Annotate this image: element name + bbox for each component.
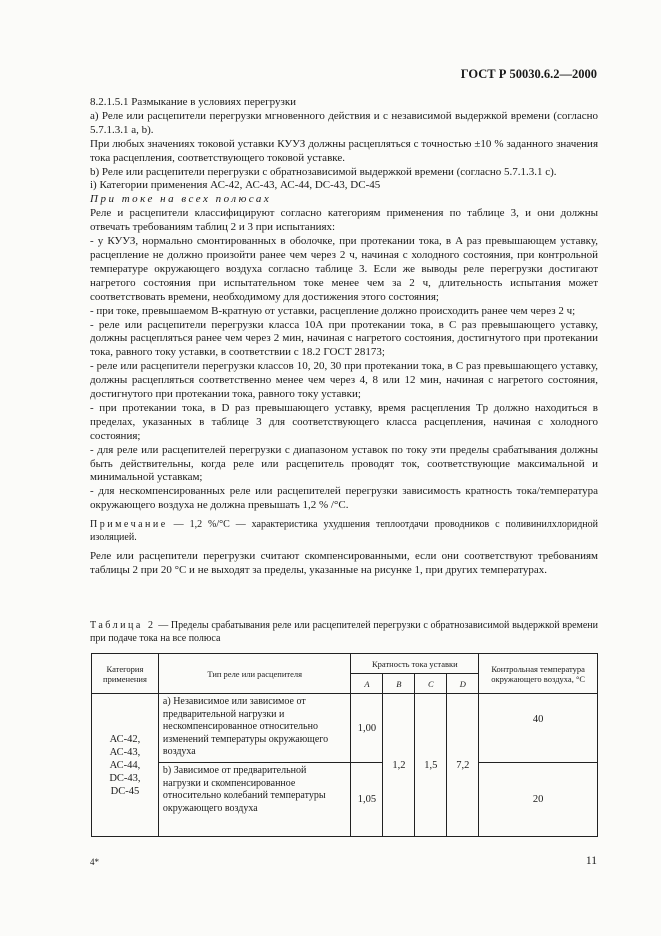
table-caption-text: — Пределы срабатывания реле или расцепителей перегрузки с обратнозависимой выдержкой времени при подаче тока на все полюса xyxy=(90,620,598,644)
list-item: - для реле или расцепителей перегрузки с диапазоном уставок по току эти пределы срабатывания должны быть действительны, когда реле или расцепитель проводят ток, соответствующие максимальной и минимальной уставкам; xyxy=(90,443,598,484)
document-header: ГОСТ Р 50030.6.2—2000 xyxy=(460,67,597,81)
category-value: DC-43, xyxy=(109,772,141,784)
table-caption-label: Таблица 2 xyxy=(90,620,156,631)
paragraph: Реле и расцепители классифицируют согласно категориям применения по таблице 3, и они должны отвечать требованиям таблиц 2 и 3 при испытаниях: xyxy=(90,207,598,234)
paragraph: b) Реле или расцепители перегрузки с обратнозависимой выдержкой времени (согласно 5.7.1.3.1 с). xyxy=(90,165,557,178)
category-value: АС-42, xyxy=(109,733,141,745)
value-a: 1,00 xyxy=(351,694,383,763)
paragraph: Реле или расцепители перегрузки считают скомпенсированными, если они соответствуют требованиям таблицы 2 при 20 °С и не выходят за пределы, указанные на рисунке 1, при других температурах. xyxy=(90,550,598,577)
note xyxy=(90,519,598,544)
list-item: - при протекании тока, в D раз превышающего уставку, время расцепления Tр должно находиться в пределах, указанных в таблице 3 для соответствующего класса расцепления, начиная с холодного состояния; xyxy=(90,401,598,442)
limits-table xyxy=(91,653,598,837)
category-value: DC-45 xyxy=(110,785,140,797)
note-label: Примечание xyxy=(90,519,168,531)
list-item: - реле или расцепители перегрузки классов 10, 20, 30 при протекании тока, в C раз превышающего уставку, должны расцепляться соответственно менее чем через 4, 8 или 12 мин, начиная с нагретого состояния, достигнутого при протекании тока, равного току уставки; xyxy=(90,360,598,401)
list-item: - реле или расцепители перегрузки класса 10А при протекании тока, в C раз превышающего уставку, должны расцепляться ранее чем через 2 мин, начиная с нагретого состояния, достигнутого при протекании тока, равного току уставки, в соответствии с 18.2 ГОСТ 28173; xyxy=(90,318,598,359)
section-heading: 8.2.1.5.1 Размыкание в условиях перегрузки xyxy=(90,96,297,108)
header-a: A xyxy=(351,674,383,694)
list-item: - у КУУЗ, нормально смонтированных в оболочке, при протекании тока, в A раз превышающем уставку, расцепление не должно произойти ранее чем через 2 ч, начиная с холодного состояния, при контрольной температуре окружающего воздуха согласно таблице 3. Если же выводы реле перегрузки достигают нагретого состояния при испытательном токе менее чем за 2 ч, длительность испытания может соответствовать времени, необходимому для достижения этого состояния; xyxy=(90,235,598,303)
note-text: — 1,2 %/°С — характеристика ухудшения теплоотдачи проводников с поливинилхлоридной изоляцией. xyxy=(90,519,598,543)
header-multiple: Кратность тока уставки xyxy=(351,654,479,674)
body-text xyxy=(90,96,598,578)
value-temperature: 20 xyxy=(479,763,598,837)
page-number: 11 xyxy=(585,855,597,867)
header-type: Тип реле или расцепителя xyxy=(158,654,351,694)
type-cell: b) Зависимое от предварительной нагрузки и скомпенсированное относительно колебаний температуры окружающего воздуха xyxy=(158,763,351,837)
header-b: B xyxy=(383,674,415,694)
value-a: 1,05 xyxy=(351,763,383,837)
category-cell xyxy=(92,694,159,837)
paragraph: При любых значениях токовой уставки КУУЗ должны расцепляться с точностью ±10 % заданного значения тока расцепления, соответствующего токовой уставке. xyxy=(90,137,598,164)
list-item: - для нескомпенсированных реле или расцепителей перегрузки зависимость кратность тока/температура окружающего воздуха не должна превышать 1,2 % /°С. xyxy=(90,485,598,512)
category-value: АС-44, xyxy=(109,759,141,771)
value-d: 7,2 xyxy=(447,694,479,837)
value-c: 1,5 xyxy=(415,694,447,837)
footer-mark: 4* xyxy=(90,857,99,867)
category-value: АС-43, xyxy=(109,746,141,758)
subheading-italic: При токе на всех полюсах xyxy=(90,193,272,206)
header-d: D xyxy=(447,674,479,694)
header-temperature: Контрольная температура окружающего воздуха, °С xyxy=(479,654,598,694)
table-caption xyxy=(90,620,598,645)
value-b: 1,2 xyxy=(383,694,415,837)
paragraph: а) Реле или расцепители перегрузки мгновенного действия и с независимой выдержкой времени (согласно 5.7.1.3.1 а, b). xyxy=(90,109,598,136)
list-item: - при токе, превышаемом B-кратную от уставки, расцепление должно происходить ранее чем через 2 ч; xyxy=(90,304,576,317)
header-category: Категория применения xyxy=(92,654,159,694)
value-temperature: 40 xyxy=(479,694,598,763)
paragraph: i) Категории применения АС-42, АС-43, АС-44, DC-43, DC-45 xyxy=(90,179,381,192)
type-cell: а) Независимое или зависимое от предварительной нагрузки и нескомпенсированное относительно изменений температуры окружающего воздуха xyxy=(158,694,351,763)
header-c: C xyxy=(415,674,447,694)
